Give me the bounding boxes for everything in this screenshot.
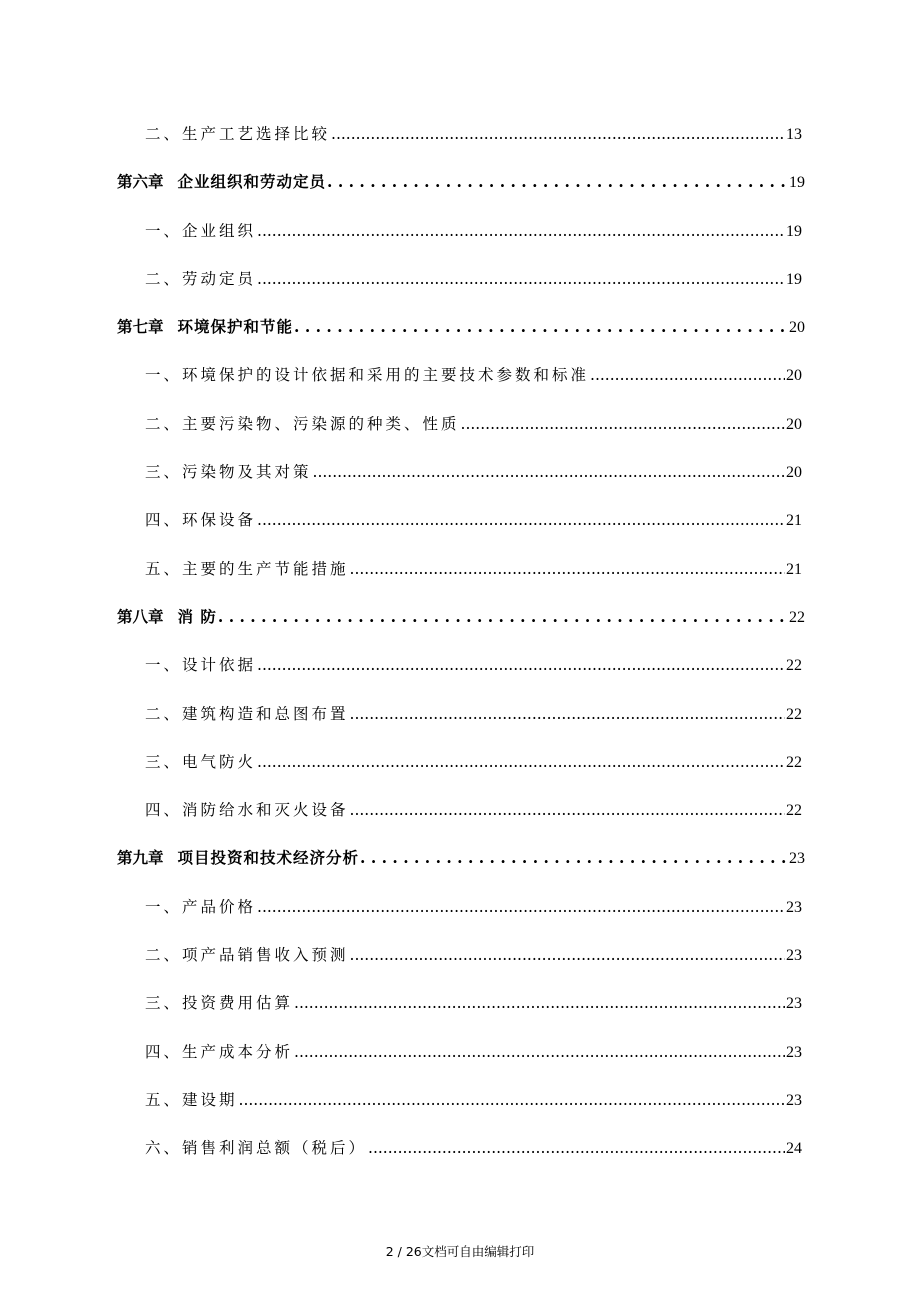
- dot-leader: [461, 400, 785, 448]
- toc-entry-label: [117, 303, 293, 351]
- toc-entry-label: 二、劳动定员: [145, 269, 257, 288]
- toc-page-number: 21: [786, 512, 802, 530]
- dot-leader: [257, 496, 785, 544]
- dot-leader: [331, 110, 785, 158]
- toc-page-number: 20: [789, 319, 805, 337]
- toc-section-entry[interactable]: [145, 1124, 802, 1172]
- dot-leader: [350, 690, 785, 738]
- toc-page-number: 22: [789, 608, 805, 626]
- toc-entry-label: 一、企业组织: [145, 221, 257, 240]
- chapter-title: 消 防: [177, 606, 217, 626]
- toc-page-number: 23: [789, 850, 805, 868]
- chapter-number: 第六章: [117, 172, 164, 192]
- dot-leader: [350, 545, 785, 593]
- toc-section-entry[interactable]: [145, 351, 802, 399]
- dot-leader: [257, 641, 785, 689]
- toc-page-number: 22: [786, 802, 802, 820]
- toc-section-entry[interactable]: [145, 207, 802, 255]
- toc-entry-label: 一、产品价格: [145, 897, 257, 916]
- dot-leader: [257, 883, 785, 931]
- toc-page-number: 20: [786, 367, 802, 385]
- toc-entry-label: [117, 158, 326, 206]
- toc-entry-label: 四、环保设备: [145, 511, 257, 530]
- toc-page-number: 19: [786, 222, 802, 240]
- toc-section-entry[interactable]: [145, 448, 802, 496]
- toc-section-entry[interactable]: [145, 110, 802, 158]
- chapter-number: 第九章: [117, 848, 164, 868]
- toc-entry-label: 四、生产成本分析: [145, 1042, 294, 1061]
- toc-page-number: 23: [786, 995, 802, 1013]
- chapter-number: 第八章: [117, 606, 164, 626]
- toc-page-number: 22: [786, 753, 802, 771]
- toc-page-number: 23: [786, 1091, 802, 1109]
- toc-entry-label: 三、污染物及其对策: [145, 463, 312, 482]
- toc-entry-label: 二、生产工艺选择比较: [145, 125, 331, 143]
- toc-page-number: 20: [786, 464, 802, 482]
- toc-page-number: 22: [786, 657, 802, 675]
- toc-chapter-entry[interactable]: [117, 834, 805, 882]
- toc-page-number: 19: [789, 174, 805, 192]
- dot-leader: [294, 979, 785, 1027]
- toc-entry-label: 二、项产品销售收入预测: [145, 946, 349, 965]
- dot-leader: [590, 351, 785, 399]
- toc-entry-label: 三、投资费用估算: [145, 994, 294, 1013]
- dot-leader: [257, 738, 785, 786]
- table-of-contents: [0, 110, 920, 1173]
- dot-leader: [218, 593, 788, 641]
- toc-section-entry[interactable]: [145, 545, 802, 593]
- toc-entry-label: 五、建设期: [145, 1090, 238, 1109]
- toc-entry-label: 四、消防给水和灭火设备: [145, 801, 349, 820]
- chapter-title: 环境保护和节能: [177, 317, 294, 337]
- chapter-title: 项目投资和技术经济分析: [177, 848, 360, 868]
- dot-leader: [360, 834, 788, 882]
- toc-entry-label: 三、电气防火: [145, 752, 257, 771]
- toc-section-entry[interactable]: [145, 738, 802, 786]
- dot-leader: [350, 786, 785, 834]
- toc-section-entry[interactable]: [145, 641, 802, 689]
- toc-section-entry[interactable]: [145, 786, 802, 834]
- chapter-number: 第七章: [117, 317, 164, 337]
- dot-leader: [257, 207, 785, 255]
- toc-section-entry[interactable]: [145, 400, 802, 448]
- toc-entry-label: 六、销售利润总额（税后）: [145, 1139, 368, 1158]
- toc-chapter-entry[interactable]: [117, 158, 805, 206]
- dot-leader: [313, 448, 785, 496]
- toc-page-number: 20: [786, 415, 802, 433]
- dot-leader: [294, 303, 788, 351]
- toc-page-number: 23: [786, 898, 802, 916]
- toc-entry-label: 二、建筑构造和总图布置: [145, 704, 349, 723]
- dot-leader: [350, 931, 785, 979]
- toc-page-number: 13: [786, 126, 802, 143]
- dot-leader: [257, 255, 785, 303]
- toc-section-entry[interactable]: [145, 255, 802, 303]
- toc-entry-label: 一、环境保护的设计依据和采用的主要技术参数和标准: [145, 366, 590, 385]
- toc-section-entry[interactable]: [145, 931, 802, 979]
- toc-section-entry[interactable]: [145, 979, 802, 1027]
- toc-page-number: 22: [786, 705, 802, 723]
- toc-chapter-entry[interactable]: [117, 303, 805, 351]
- dot-leader: [327, 158, 788, 206]
- page-footer: 2 / 26文档可自由编辑打印: [385, 1244, 535, 1259]
- toc-page-number: 23: [786, 947, 802, 965]
- chapter-title: 企业组织和劳动定员: [177, 172, 327, 192]
- dot-leader: [239, 1076, 785, 1124]
- toc-entry-label: 二、主要污染物、污染源的种类、性质: [145, 414, 460, 433]
- toc-page-number: 23: [786, 1043, 802, 1061]
- dot-leader: [368, 1124, 785, 1172]
- toc-page-number: 24: [786, 1140, 802, 1158]
- toc-section-entry[interactable]: [145, 1028, 802, 1076]
- toc-entry-label: 五、主要的生产节能措施: [145, 559, 349, 578]
- toc-section-entry[interactable]: [145, 883, 802, 931]
- toc-chapter-entry[interactable]: [117, 593, 805, 641]
- toc-section-entry[interactable]: [145, 1076, 802, 1124]
- toc-page-number: 21: [786, 560, 802, 578]
- toc-page-number: 19: [786, 270, 802, 288]
- dot-leader: [294, 1028, 785, 1076]
- toc-entry-label: [117, 834, 359, 882]
- toc-entry-label: [117, 593, 217, 641]
- toc-section-entry[interactable]: [145, 690, 802, 738]
- toc-entry-label: 一、设计依据: [145, 656, 257, 675]
- toc-section-entry[interactable]: [145, 496, 802, 544]
